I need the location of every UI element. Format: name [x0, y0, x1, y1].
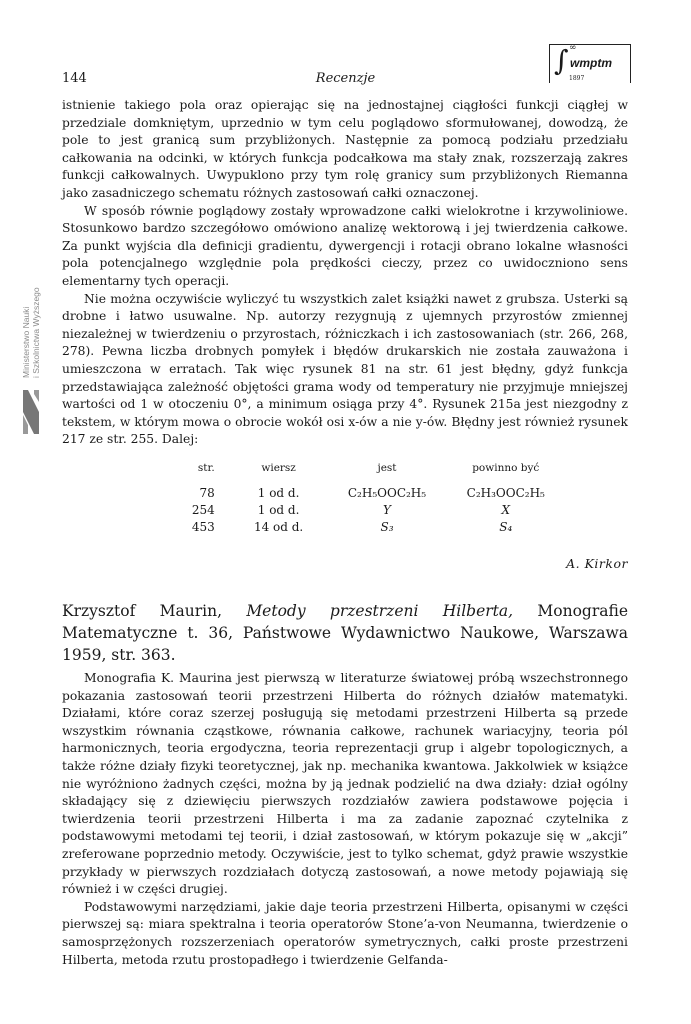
- running-title: Recenzje: [315, 71, 376, 86]
- table-cell: 14 od d.: [253, 519, 304, 534]
- table-cell: S₃: [380, 519, 394, 534]
- table-cell: 254: [191, 502, 215, 517]
- table-row: [150, 484, 570, 501]
- review-text: [62, 670, 628, 969]
- previous-review-text: [62, 97, 628, 449]
- table-row: [150, 518, 570, 535]
- table-cell: Y: [383, 502, 391, 517]
- book-title: Metody przestrzeni Hilberta,: [246, 602, 514, 620]
- table-row: [150, 501, 570, 518]
- table-cell: 453: [191, 519, 215, 534]
- paragraph: W sposób równie poglądowy zostały wprowadzone całki wielokrotne i krzywoliniowe. Stosunkowo bardzo szczegółowo omówiono analizę wektorową i jej twierdzenia całkowe. Za punkt wyjścia dla definicji gradientu, dywergencji i rotacji obrano lokalne własności pola potencjalnego względnie pola prędkości cieczy, przez co uwidoczniono sens elementarny tych operacji.: [62, 203, 628, 288]
- integral-symbol: ∫: [554, 44, 569, 77]
- table-cell: 1 od d.: [257, 485, 300, 500]
- paragraph: Monografia K. Maurina jest pierwszą w literaturze światowej próbą wszechstronnego pokazania zastosowań teorii przestrzeni Hilberta do różnych działów matematyki. Działami, które coraz szerzej posługują się metodami przestrzeni Hilberta są przede wszystkim równania cząstkowe, równania całkowe, rachunek wariacyjny, teoria pól harmonicznych, teoria ergodyczna, teoria reprezentacji grup i algebr topologicznych, a także różne działy fizyki teoretycznej, jak np. mechanika kwantowa. Jakkolwiek w książce nie wyróżniono żadnych części, można by ją jednak podzielić na dwa działy: dział ogólny składający się z dziewięciu pierwszych rozdziałów zawiera podstawowe pojęcia i twierdzenia teorii przestrzeni Hilberta i ma za zadanie zapoznać czytelnika z podstawowymi metodami tej teorii, i dział zastosowań, w którym pokazuje się w „akcji” zreferowane poprzednio metody. Oczywiście, jest to tylko schemat, gdyż prawie wszystkie przykłady w pierwszych rozdziałach dotyczą zastosowań, a nowe metody pojawiają się również i w części drugiej.: [62, 671, 628, 897]
- ministry-watermark: [21, 250, 41, 440]
- review-signature: A. Kirkor: [566, 556, 628, 571]
- table-cell: X: [501, 502, 511, 517]
- paragraph: istnienie takiego pola oraz opierając się na jednostajnej ciągłości funkcji ciągłej w przedziale domkniętym, uprzednio w tym celu poglądowo sformułowanej, dowodzą, że pole to jest granicą sum przybliżonych. Następnie za pomocą podziału przedziału całkowania na odcinki, w których funkcja podcałkowa ma stały znak, rozszerzają zakres funkcji całkowalnych. Uwypuklono przy tym rolę granicy sum przybliżonych Riemanna jako zasadniczego schematu różnych zastosowań całki oznaczonej.: [62, 98, 628, 200]
- errata-header-is: jest: [377, 462, 397, 474]
- logo-year: 1897: [569, 75, 585, 82]
- errata-table: [150, 462, 570, 535]
- review-heading: [62, 600, 628, 666]
- table-cell: S₄: [499, 519, 513, 534]
- errata-header-line: wiersz: [261, 462, 296, 474]
- page-number: 144: [62, 71, 87, 86]
- paragraph: Nie można oczywiście wyliczyć tu wszystkich zalet książki nawet z grubsza. Usterki są drobne i łatwo usuwalne. Np. autorzy rezygnują z ujemnych przyrostów zmiennej niezależnej w twierdzeniu o przyrostach, różniczkach i ich zastosowaniach (str. 266, 268, 278). Pewna liczba drobnych pomyłek i błędów drukarskich nie została zauważona i umieszczona w erratach. Tak więc rysunek 81 na str. 61 jest błędny, gdyż funkcja przedstawiająca zależność objętości grama wody od temperatury nie przyjmuje mniejszej wartości od 1 w otoczeniu 0°, a minimum osiąga przy 4°. Rysunek 215a jest niezgodny z tekstem, w którym mowa o obrocie wokół osi x-ów a nie y-ów. Błędny jest również rysunek 217 ze str. 255. Dalej:: [62, 291, 628, 447]
- watermark-line1: Ministerstwo Nauki: [21, 306, 31, 378]
- watermark-line2: i Szkolnictwa Wyższego: [31, 287, 41, 378]
- logo-text: wmptm: [570, 56, 612, 70]
- table-cell: 78: [199, 485, 215, 500]
- table-cell: C₂H₃OOC₂H₅: [466, 485, 545, 500]
- errata-header-page: str.: [197, 462, 215, 474]
- journal-logo: [549, 44, 631, 83]
- table-cell: C₂H₅OOC₂H₅: [347, 485, 427, 500]
- infinity-symbol: ∞: [569, 43, 577, 53]
- paragraph: Podstawowymi narzędziami, jakie daje teoria przestrzeni Hilberta, opisanymi w części pierwszej są: miara spektralna i teoria operatorów Stone’a-von Neumanna, twierdzenie o samosprzężonych rozszerzeniach operatorów symetrycznych, całki proste przestrzeni Hilberta, metoda rzutu prostopadłego i twierdzenie Gelfanda-: [62, 899, 628, 967]
- book-details: Monografie Matematyczne t. 36, Państwowe Wydawnictwo Naukowe, Warszawa 1959, str. 363.: [62, 602, 628, 664]
- table-cell: 1 od d.: [257, 502, 300, 517]
- errata-header-should-be: powinno być: [472, 462, 540, 474]
- ministry-logo-icon: [23, 390, 39, 434]
- book-author: Krzysztof Maurin,: [62, 602, 222, 620]
